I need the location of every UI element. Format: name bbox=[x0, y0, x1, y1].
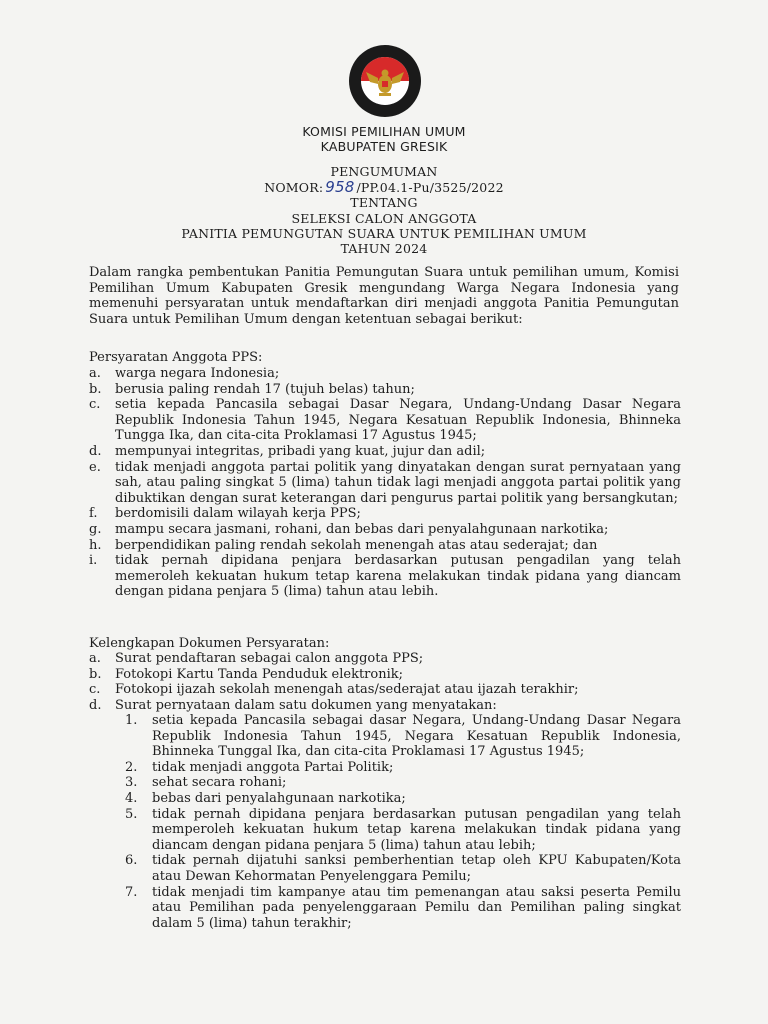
document-requirement-marker: d. bbox=[89, 697, 102, 713]
requirement-item bbox=[89, 522, 681, 538]
requirement-item bbox=[89, 444, 681, 460]
statement-item bbox=[125, 853, 681, 884]
org-name-line1: KOMISI PEMILIHAN UMUM bbox=[302, 124, 466, 139]
doc-number bbox=[0, 178, 768, 196]
statement-text: tidak menjadi tim kampanye atau tim pemenangan atau saksi peserta Pemilu atau Pemilihan pada penyelenggaraan Pemilu dan Pemilihan paling singkat dalam 5 (lima) tahun terakhir; bbox=[152, 884, 681, 931]
kpu-logo-icon bbox=[348, 44, 422, 118]
document-requirement-item bbox=[89, 667, 681, 683]
requirement-text: berdomisili dalam wilayah kerja PPS; bbox=[115, 506, 361, 522]
requirement-marker: f. bbox=[89, 506, 98, 522]
requirement-item bbox=[89, 460, 681, 507]
requirement-marker: h. bbox=[89, 537, 102, 553]
requirement-item bbox=[89, 506, 681, 522]
requirement-text: setia kepada Pancasila sebagai Dasar Negara, Undang-Undang Dasar Negara Republik Indonesia Tahun 1945, Negara Kesatuan Republik Indonesia, Bhinneka Tungga Ika, dan cita-cita Proklamasi 17 Agustus 1945; bbox=[115, 397, 681, 444]
statement-marker: 6. bbox=[125, 853, 138, 869]
title-line1: SELEKSI CALON ANGGOTA bbox=[291, 211, 477, 226]
requirement-item bbox=[89, 553, 681, 600]
requirement-text: mampu secara jasmani, rohani, dan bebas dari penyalahgunaan narkotika; bbox=[115, 521, 609, 537]
requirement-marker: i. bbox=[89, 553, 98, 569]
requirement-item bbox=[89, 538, 681, 554]
statement-text: sehat secara rohani; bbox=[152, 775, 287, 791]
statement-text: setia kepada Pancasila sebagai dasar Negara, Undang-Undang Dasar Negara Republik Indonesia Tahun 1945, Negara Kesatuan Republik Indonesia, Bhinneka Tunggal Ika, dan cita-cita Proklamasi 17 Agustus 1945; bbox=[152, 713, 681, 760]
statement-text: tidak pernah dipidana penjara berdasarkan putusan pengadilan yang telah memperoleh kekuatan hukum tetap karena melakukan tindak pidana yang diancam dengan pidana penjara 5 (lima) tahun atau lebih; bbox=[152, 806, 681, 853]
tentang-label: TENTANG bbox=[350, 195, 418, 210]
document-requirement-item bbox=[89, 651, 681, 667]
statement-marker: 1. bbox=[125, 713, 138, 728]
title-line3: TAHUN 2024 bbox=[340, 241, 428, 256]
title-line2: PANITIA PEMUNGUTAN SUARA UNTUK PEMILIHAN UMUM bbox=[181, 226, 587, 241]
document-requirement-item bbox=[89, 698, 681, 714]
document-requirement-text: Fotokopi ijazah sekolah menengah atas/sederajat atau ijazah terakhir; bbox=[115, 682, 579, 698]
statement-item bbox=[125, 775, 681, 791]
requirements-heading: Persyaratan Anggota PPS: bbox=[89, 350, 263, 365]
statement-text: bebas dari penyalahgunaan narkotika; bbox=[152, 790, 406, 806]
requirement-item bbox=[89, 397, 681, 444]
statement-marker: 7. bbox=[125, 884, 138, 900]
requirement-text: warga negara Indonesia; bbox=[115, 366, 280, 381]
statement-text: tidak menjadi anggota Partai Politik; bbox=[152, 759, 394, 775]
statement-marker: 3. bbox=[125, 775, 138, 791]
statement-marker: 5. bbox=[125, 806, 138, 822]
document-requirement-text: Fotokopi Kartu Tanda Penduduk elektronik; bbox=[115, 666, 403, 682]
statement-item bbox=[125, 760, 681, 776]
org-name-line2: KABUPATEN GRESIK bbox=[320, 139, 448, 154]
document-requirement-text: Surat pendaftaran sebagai calon anggota PPS; bbox=[115, 651, 424, 666]
statement-item bbox=[125, 885, 681, 932]
requirement-text: tidak menjadi anggota partai politik yang dinyatakan dengan surat pernyataan yang sah, atau paling singkat 5 (lima) tahun tidak lagi menjadi anggota partai politik yang dibuktikan dengan surat keterangan dari pengurus partai politik yang bersangkutan; bbox=[115, 459, 681, 506]
requirement-text: berpendidikan paling rendah sekolah menengah atas atau sederajat; dan bbox=[115, 537, 598, 553]
requirement-marker: a. bbox=[89, 366, 101, 381]
document-requirement-text: Surat pernyataan dalam satu dokumen yang menyatakan: bbox=[115, 697, 497, 713]
statement-item bbox=[125, 807, 681, 854]
nomor-suffix: /PP.04.1-Pu/3525/2022 bbox=[356, 180, 504, 195]
nomor-prefix: NOMOR: bbox=[264, 180, 324, 195]
requirement-item bbox=[89, 366, 681, 382]
requirements-list bbox=[89, 366, 681, 600]
nomor-handwritten: 958 bbox=[325, 178, 355, 196]
documents-list bbox=[89, 651, 681, 713]
requirement-marker: c. bbox=[89, 397, 101, 413]
document-requirement-marker: c. bbox=[89, 682, 101, 698]
requirement-text: tidak pernah dipidana penjara berdasarkan putusan pengadilan yang telah memeroleh kekuatan hukum tetap karena melakukan tindak pidana yang diancam dengan pidana penjara 5 (lima) tahun atau lebih. bbox=[115, 553, 681, 600]
statement-text: tidak pernah dijatuhi sanksi pemberhentian tetap oleh KPU Kabupaten/Kota atau Dewan Kehormatan Penyelenggara Pemilu; bbox=[152, 853, 681, 884]
statement-marker: 2. bbox=[125, 759, 138, 775]
statement-sublist bbox=[125, 713, 681, 931]
document-requirement-marker: b. bbox=[89, 666, 102, 682]
statement-item bbox=[125, 791, 681, 807]
statement-item bbox=[125, 713, 681, 760]
document-requirement-marker: a. bbox=[89, 651, 101, 666]
requirement-marker: b. bbox=[89, 381, 102, 397]
requirement-marker: g. bbox=[89, 521, 102, 537]
documents-heading: Kelengkapan Dokumen Persyaratan: bbox=[89, 636, 330, 651]
requirement-text: mempunyai integritas, pribadi yang kuat, jujur dan adil; bbox=[115, 443, 486, 459]
document-requirement-item bbox=[89, 682, 681, 698]
statement-marker: 4. bbox=[125, 790, 138, 806]
doc-type: PENGUMUMAN bbox=[330, 164, 438, 179]
requirement-marker: e. bbox=[89, 459, 101, 475]
requirement-text: berusia paling rendah 17 (tujuh belas) tahun; bbox=[115, 381, 415, 397]
requirement-item bbox=[89, 382, 681, 398]
requirement-marker: d. bbox=[89, 443, 102, 459]
intro-paragraph: Dalam rangka pembentukan Panitia Pemungutan Suara untuk pemilihan umum, Komisi Pemilihan Umum Kabupaten Gresik mengundang Warga Negara Indonesia yang memenuhi persyaratan untuk mendaftarkan diri menjadi anggota Panitia Pemungutan Suara untuk Pemilihan Umum dengan ketentuan sebagai berikut: bbox=[89, 265, 679, 327]
